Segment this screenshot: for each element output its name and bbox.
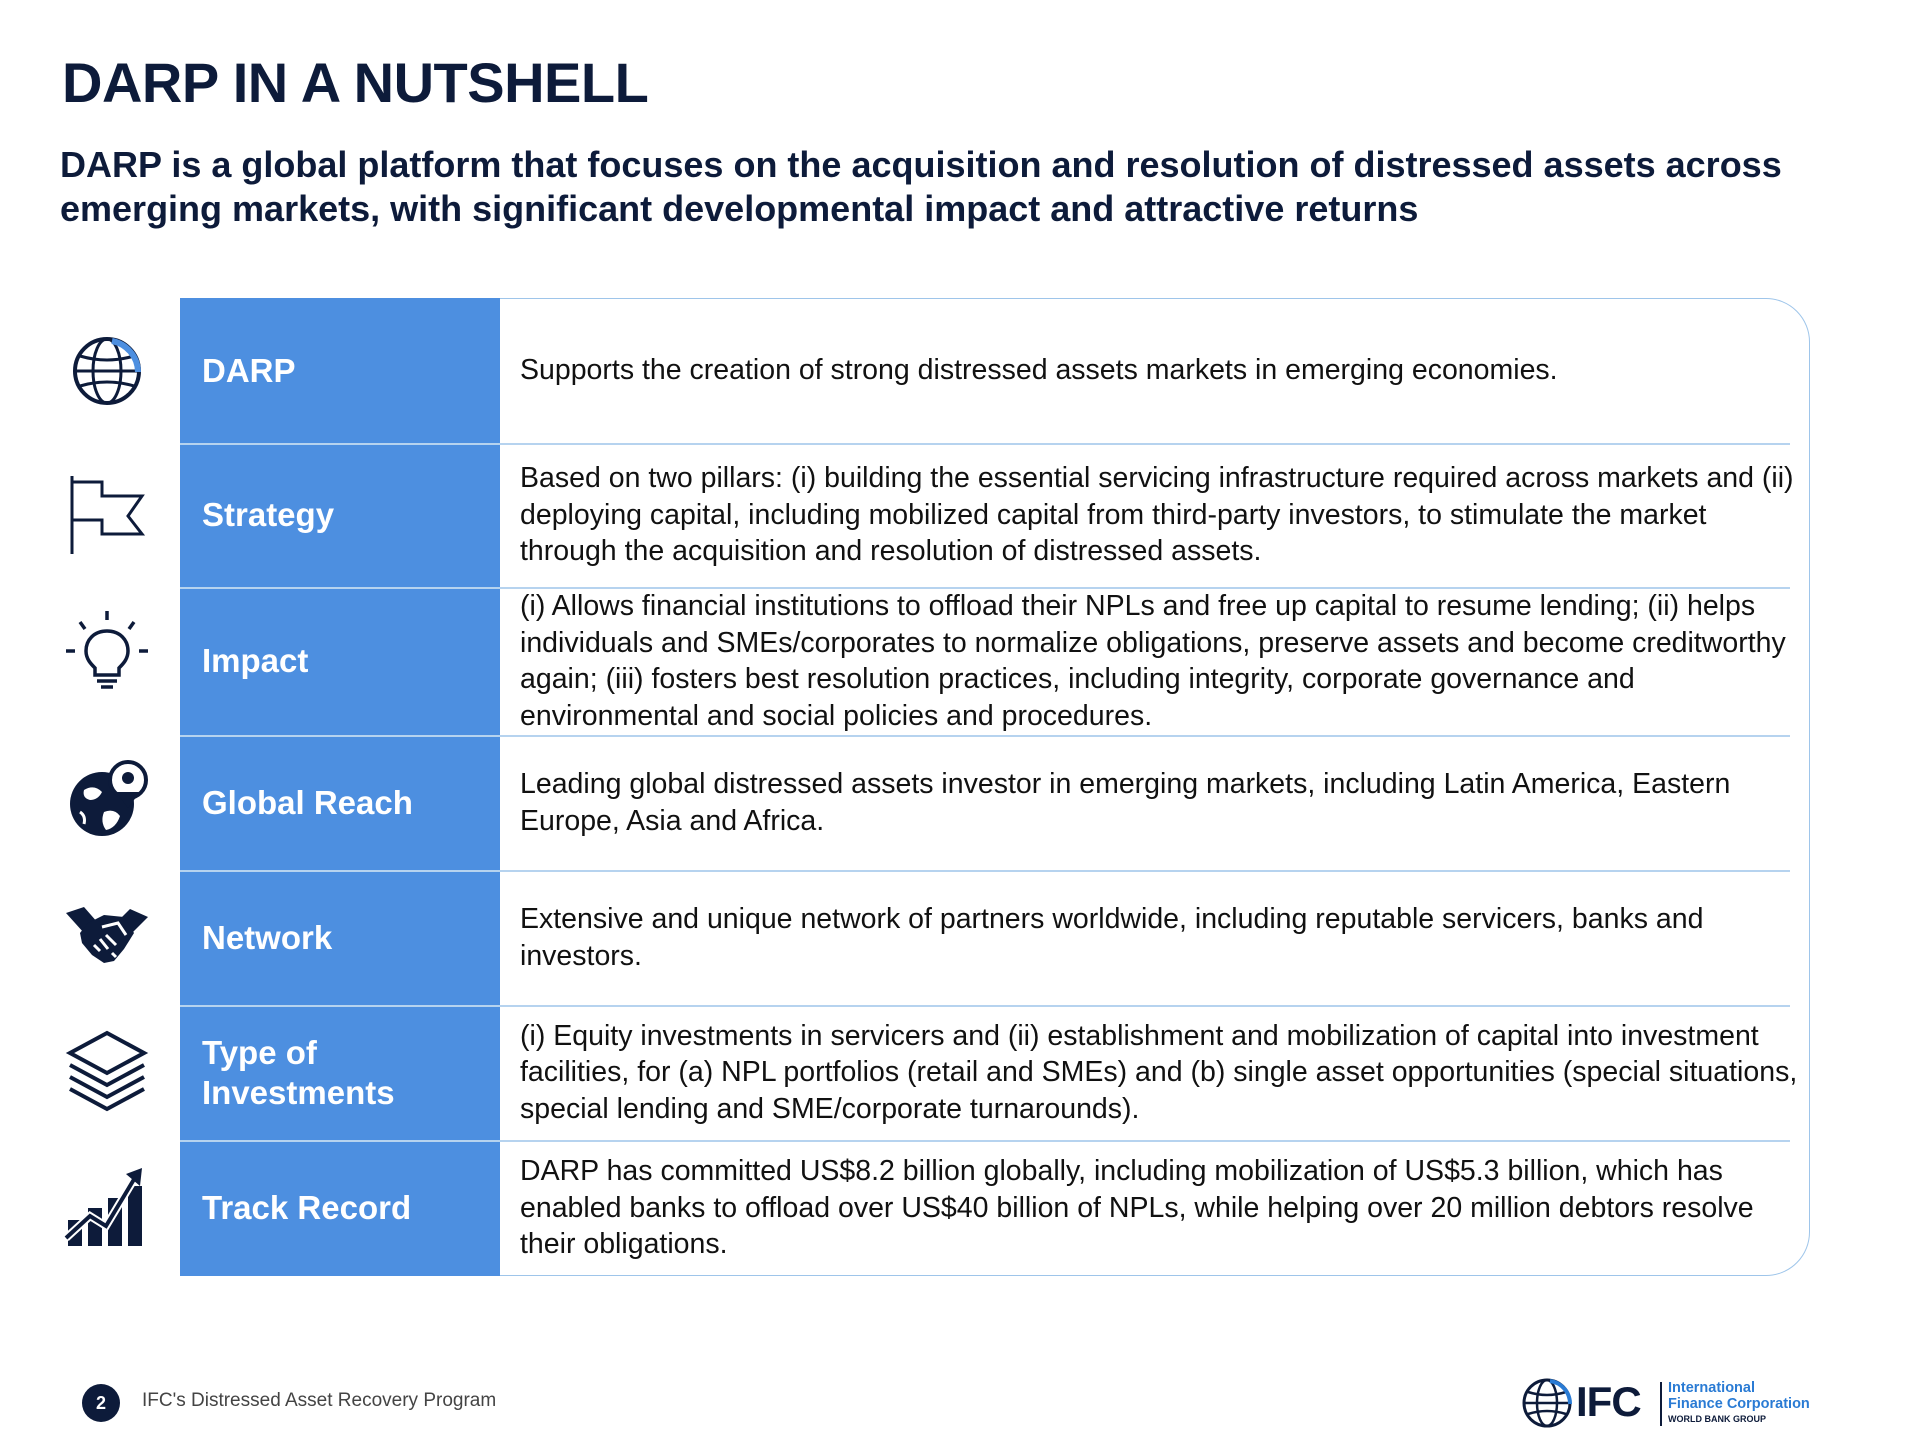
ifc-logo	[1520, 1376, 1820, 1432]
row-label: Impact	[202, 642, 309, 679]
lightbulb-icon	[64, 607, 150, 693]
row-text: Leading global distressed assets investor in emerging markets, including Latin America, Eastern Europe, Asia and Africa.	[520, 768, 1731, 837]
row-text: (i) Allows financial institutions to offload their NPLs and free up capital to resume lending; (ii) helps individuals and SMEs/corporates to normalize obligations, preserve assets and become creditworthy again; (iii) fosters best resolution practices, including integrity, corporate governance and environmental and social policies and procedures.	[520, 590, 1786, 732]
globe-grid-icon	[64, 328, 150, 414]
ifc-globe-icon	[1520, 1376, 1574, 1430]
logo-line1: International	[1668, 1380, 1756, 1396]
table-row	[180, 443, 1794, 587]
row-label: Network	[202, 918, 333, 956]
table-row	[180, 1005, 1798, 1140]
table-row	[180, 870, 1790, 1005]
page-subtitle: DARP is a global platform that focuses on the acquisition and resolution of distressed assets across emerging markets, with significant developmental impact and attractive returns	[60, 144, 1782, 229]
layers-icon	[64, 1027, 150, 1113]
logo-separator	[1660, 1382, 1662, 1426]
row-label: Strategy	[202, 496, 335, 533]
logo-line2: Finance Corporation	[1668, 1396, 1810, 1412]
growth-chart-icon	[64, 1164, 150, 1250]
row-text: (i) Equity investments in servicers and (ii) establishment and mobilization of capital into investment facilities, for (a) NPL portfolios (retail and SMEs) and (b) single asset opportunities (special situations, special lending and SME/corporate turnarounds).	[520, 1019, 1798, 1125]
page-title: DARP IN A NUTSHELL	[62, 51, 649, 114]
row-text: DARP has committed US$8.2 billion globally, including mobilization of US$5.3 billion, which has enabled banks to offload over US$40 billion of NPLs, while helping over 20 million debtors resolve their obligations.	[520, 1155, 1754, 1261]
handshake-icon	[64, 893, 150, 979]
logo-line3: WORLD BANK GROUP	[1668, 1414, 1766, 1424]
row-text: Extensive and unique network of partners worldwide, including reputable servicers, banks and investors.	[520, 903, 1704, 972]
table-row	[180, 298, 1790, 443]
globe-pin-icon	[64, 756, 150, 842]
flag-icon	[64, 472, 150, 558]
row-text: Supports the creation of strong distressed assets markets in emerging economies.	[520, 354, 1558, 387]
row-label: DARP	[202, 351, 296, 389]
row-label: Global Reach	[202, 783, 413, 821]
logo-abbr: IFC	[1576, 1378, 1641, 1425]
table-row	[180, 587, 1790, 735]
table-row	[180, 1140, 1790, 1276]
footer-text: IFC's Distressed Asset Recovery Program	[142, 1390, 497, 1411]
table-row	[180, 735, 1790, 870]
row-text: Based on two pillars: (i) building the essential servicing infrastructure required across markets and (ii) deploying capital, including mobilized capital from third-party investors, to stimulate the market through the acquisition and resolution of distressed assets.	[520, 462, 1794, 568]
row-label: Track Record	[202, 1189, 412, 1226]
row-label: Type of Investments	[202, 1033, 395, 1111]
page-number: 2	[82, 1384, 120, 1422]
